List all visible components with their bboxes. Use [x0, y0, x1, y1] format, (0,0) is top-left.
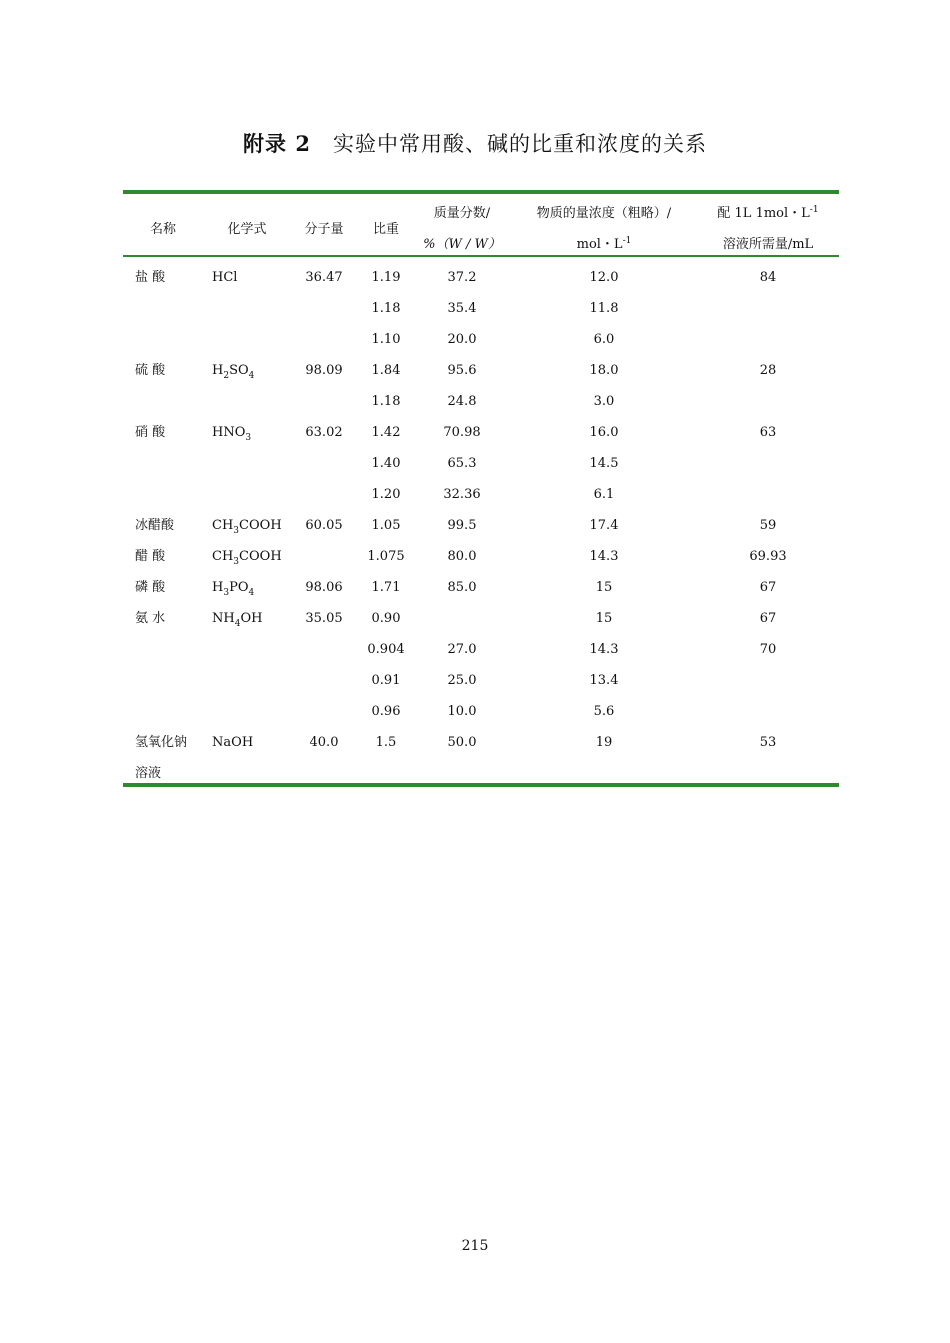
- cell-sg: 1.5: [375, 735, 397, 750]
- cell-prep: 70: [759, 642, 777, 657]
- header-conc-line2: [524, 237, 684, 253]
- cell-pct: 27.0: [447, 642, 477, 657]
- cell-name: 硝 酸: [135, 425, 166, 440]
- appendix-title-text: 实验中常用酸、碱的比重和浓度的关系: [332, 132, 707, 156]
- cell-prep: 59: [759, 518, 777, 533]
- cell-name: 氨 水: [135, 611, 166, 626]
- cell-sg: 1.84: [371, 363, 401, 378]
- cell-conc: 18.0: [589, 363, 619, 378]
- cell-pct: 25.0: [447, 673, 477, 688]
- header-prep-sup: -1: [809, 205, 819, 215]
- header-conc-line1: 物质的量浓度（粗略）/: [536, 206, 672, 221]
- cell-sg: 1.40: [371, 456, 401, 471]
- table-top-rule: [123, 190, 839, 194]
- cell-conc: 14.3: [589, 642, 619, 657]
- cell-name: 盐 酸: [135, 270, 166, 285]
- cell-name: 硫 酸: [135, 363, 166, 378]
- cell-formula: NaOH: [212, 735, 254, 750]
- table-header-rule: [123, 255, 839, 257]
- cell-prep: 53: [759, 735, 777, 750]
- cell-mw: 98.06: [305, 580, 343, 595]
- cell-conc: 13.4: [589, 673, 619, 688]
- cell-pct: 95.6: [447, 363, 477, 378]
- cell-conc: 15: [595, 580, 613, 595]
- cell-formula: $H_3PO_4$: [212, 580, 255, 598]
- page-number: 215: [461, 1238, 489, 1254]
- cell-pct: 80.0: [447, 549, 477, 564]
- cell-conc: 6.0: [593, 332, 615, 347]
- cell-formula: $CH_3COOH$: [212, 549, 282, 567]
- cell-mw: 60.05: [305, 518, 343, 533]
- cell-sg: 1.18: [371, 301, 401, 316]
- cell-mw: 35.05: [305, 611, 343, 626]
- cell-name: 氢氧化钠: [135, 735, 188, 750]
- table-bottom-rule: [123, 783, 839, 787]
- header-mw: 分子量: [304, 222, 344, 237]
- cell-sg: 1.05: [371, 518, 401, 533]
- header-name: 名称: [149, 222, 176, 237]
- cell-pct: 10.0: [447, 704, 477, 719]
- cell-conc: 5.6: [593, 704, 615, 719]
- cell-sg: 1.10: [371, 332, 401, 347]
- cell-sg: 0.904: [367, 642, 405, 657]
- cell-sg: 1.71: [371, 580, 401, 595]
- cell-pct: 24.8: [447, 394, 477, 409]
- appendix-label: 附录 2: [243, 131, 311, 156]
- cell-pct: 32.36: [443, 487, 481, 502]
- cell-conc: 12.0: [589, 270, 619, 285]
- cell-pct: 50.0: [447, 735, 477, 750]
- cell-prep: 69.93: [749, 549, 787, 564]
- cell-pct: 70.98: [443, 425, 481, 440]
- cell-sg: 1.42: [371, 425, 401, 440]
- cell-sg: 0.91: [371, 673, 401, 688]
- cell-prep: 63: [759, 425, 777, 440]
- cell-pct: 35.4: [447, 301, 477, 316]
- header-conc-unit-sup: -1: [622, 236, 632, 246]
- cell-conc: 19: [595, 735, 613, 750]
- header-pct-line1: 质量分数/: [433, 206, 491, 221]
- cell-sg: 1.20: [371, 487, 401, 502]
- cell-mw: 40.0: [309, 735, 339, 750]
- cell-sg: 1.075: [367, 549, 405, 564]
- cell-pct: 65.3: [447, 456, 477, 471]
- cell-name: 冰醋酸: [135, 518, 175, 533]
- cell-mw: 36.47: [305, 270, 343, 285]
- cell-pct: 85.0: [447, 580, 477, 595]
- cell-mw: 63.02: [305, 425, 343, 440]
- cell-sg: 0.90: [371, 611, 401, 626]
- cell-conc: 16.0: [589, 425, 619, 440]
- cell-conc: 14.3: [589, 549, 619, 564]
- header-formula: 化学式: [227, 222, 267, 237]
- cell-prep: 28: [759, 363, 777, 378]
- cell-sg: 0.96: [371, 704, 401, 719]
- cell-conc: 11.8: [589, 301, 619, 316]
- cell-formula: $H_2SO_4$: [212, 363, 255, 381]
- cell-prep: 67: [759, 580, 777, 595]
- cell-pct: 20.0: [447, 332, 477, 347]
- cell-mw: 98.09: [305, 363, 343, 378]
- header-sg: 比重: [372, 222, 399, 237]
- cell-conc: 15: [595, 611, 613, 626]
- cell-name: 醋 酸: [135, 549, 166, 564]
- cell-prep: 84: [759, 270, 777, 285]
- header-conc-unit: mol・L: [576, 237, 623, 252]
- header-prep-line1: [700, 206, 836, 222]
- cell-sg: 1.19: [371, 270, 401, 285]
- cell-formula: HCl: [212, 270, 238, 285]
- cell-formula: $HNO_3$: [212, 425, 252, 443]
- header-pct-line2: %（W / W）: [423, 237, 501, 252]
- cell-sg: 1.18: [371, 394, 401, 409]
- cell-prep: 67: [759, 611, 777, 626]
- cell-conc: 6.1: [593, 487, 615, 502]
- page-title: [0, 128, 950, 158]
- cell-formula: $NH_4OH$: [212, 611, 263, 629]
- cell-conc: 3.0: [593, 394, 615, 409]
- header-prep-line2: 溶液所需量/mL: [722, 237, 814, 252]
- cell-conc: 14.5: [589, 456, 619, 471]
- cell-formula: $CH_3COOH$: [212, 518, 282, 536]
- cell-pct: 37.2: [447, 270, 477, 285]
- header-prep-text: 配 1L 1mol・L: [717, 206, 810, 221]
- cell-conc: 17.4: [589, 518, 619, 533]
- cell-name: 溶液: [135, 766, 162, 781]
- cell-pct: 99.5: [447, 518, 477, 533]
- cell-name: 磷 酸: [135, 580, 166, 595]
